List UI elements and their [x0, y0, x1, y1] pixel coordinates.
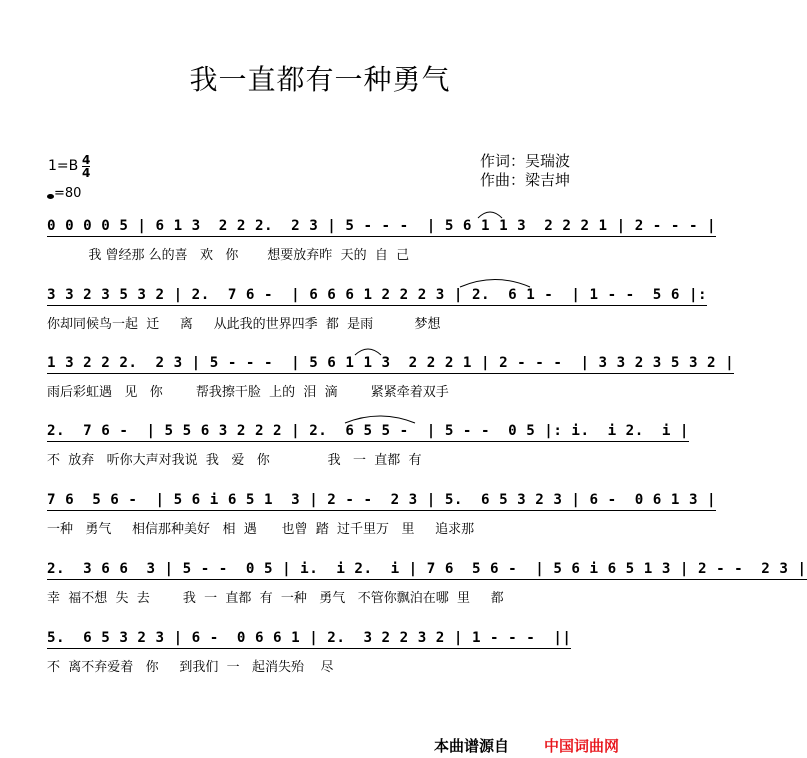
composer: 作曲：梁吉坤	[480, 171, 571, 189]
lyrics-line: 雨后彩虹遇 见 你 帮我擦干脸 上的 泪 滴 紧紧牵着双手	[47, 385, 449, 400]
tie-arc	[345, 416, 415, 423]
source-site-link[interactable]: 中国词曲网	[544, 737, 620, 755]
notation-line: 0 0 0 0 5 | 6 1 3 2 2 2. 2 3 | 5 - - - | 5 6 1 1 3 2 2 2 1 | 2 - - - |	[47, 218, 716, 237]
lyrics-line: 不 离不弃爱着 你 到我们 一 起消失殆 尽	[47, 660, 334, 675]
lyricist: 作词：吴瑞波	[480, 152, 571, 170]
notation-line: 2. 3 6 6 3 | 5 - - 0 5 | i. i 2. i | 7 6 5 6 - | 5 6 i 6 5 1 3 | 2 - - 2 3 |	[47, 561, 807, 580]
lyrics-line: 不 放弃 听你大声对我说 我 爱 你 我 一 直都 有	[47, 453, 422, 468]
meter-bottom: 4	[82, 166, 91, 180]
song-title: 我一直都有一种勇气	[189, 63, 451, 96]
tempo-value: =80	[54, 186, 82, 201]
source-label: 本曲谱源自	[434, 737, 510, 755]
lyrics-line: 幸 福不想 失 去 我 一 直都 有 一种 勇气 不管你飘泊在哪 里 都	[47, 591, 504, 606]
notation-line: 7 6 5 6 - | 5 6 i 6 5 1 3 | 2 - - 2 3 | 5. 6 5 3 2 3 | 6 - 0 6 1 3 |	[47, 492, 716, 511]
tie-arc	[460, 280, 530, 288]
time-signature	[82, 154, 90, 179]
notation-line: 3 3 2 3 5 3 2 | 2. 7 6 - | 6 6 6 1 2 2 2 3 | 2. 6 1 - | 1 - - 5 6 |:	[47, 287, 707, 306]
key-signature: 1=B	[48, 158, 79, 174]
lyrics-line: 我 曾经那 么的喜 欢 你 想要放弃昨 天的 自 己	[47, 248, 410, 263]
notation-line: 1 3 2 2 2. 2 3 | 5 - - - | 5 6 1 1 3 2 2 2 1 | 2 - - - | 3 3 2 3 5 3 2 |	[47, 355, 734, 374]
credits	[480, 152, 570, 190]
notation-line: 2. 7 6 - | 5 5 6 3 2 2 2 | 2. 6 5 5 - | 5 - - 0 5 |: i. i 2. i |	[47, 423, 689, 442]
tempo-marking	[47, 186, 81, 201]
quarter-note-icon	[47, 194, 54, 199]
notation-line: 5. 6 5 3 2 3 | 6 - 0 6 6 1 | 2. 3 2 2 3 2 | 1 - - - ||	[47, 630, 571, 649]
lyrics-line: 你却同候鸟一起 迁 离 从此我的世界四季 都 是雨 梦想	[47, 317, 441, 332]
meter-top: 4	[82, 153, 91, 167]
lyrics-line: 一种 勇气 相信那种美好 相 遇 也曾 踏 过千里万 里 追求那	[47, 522, 475, 537]
